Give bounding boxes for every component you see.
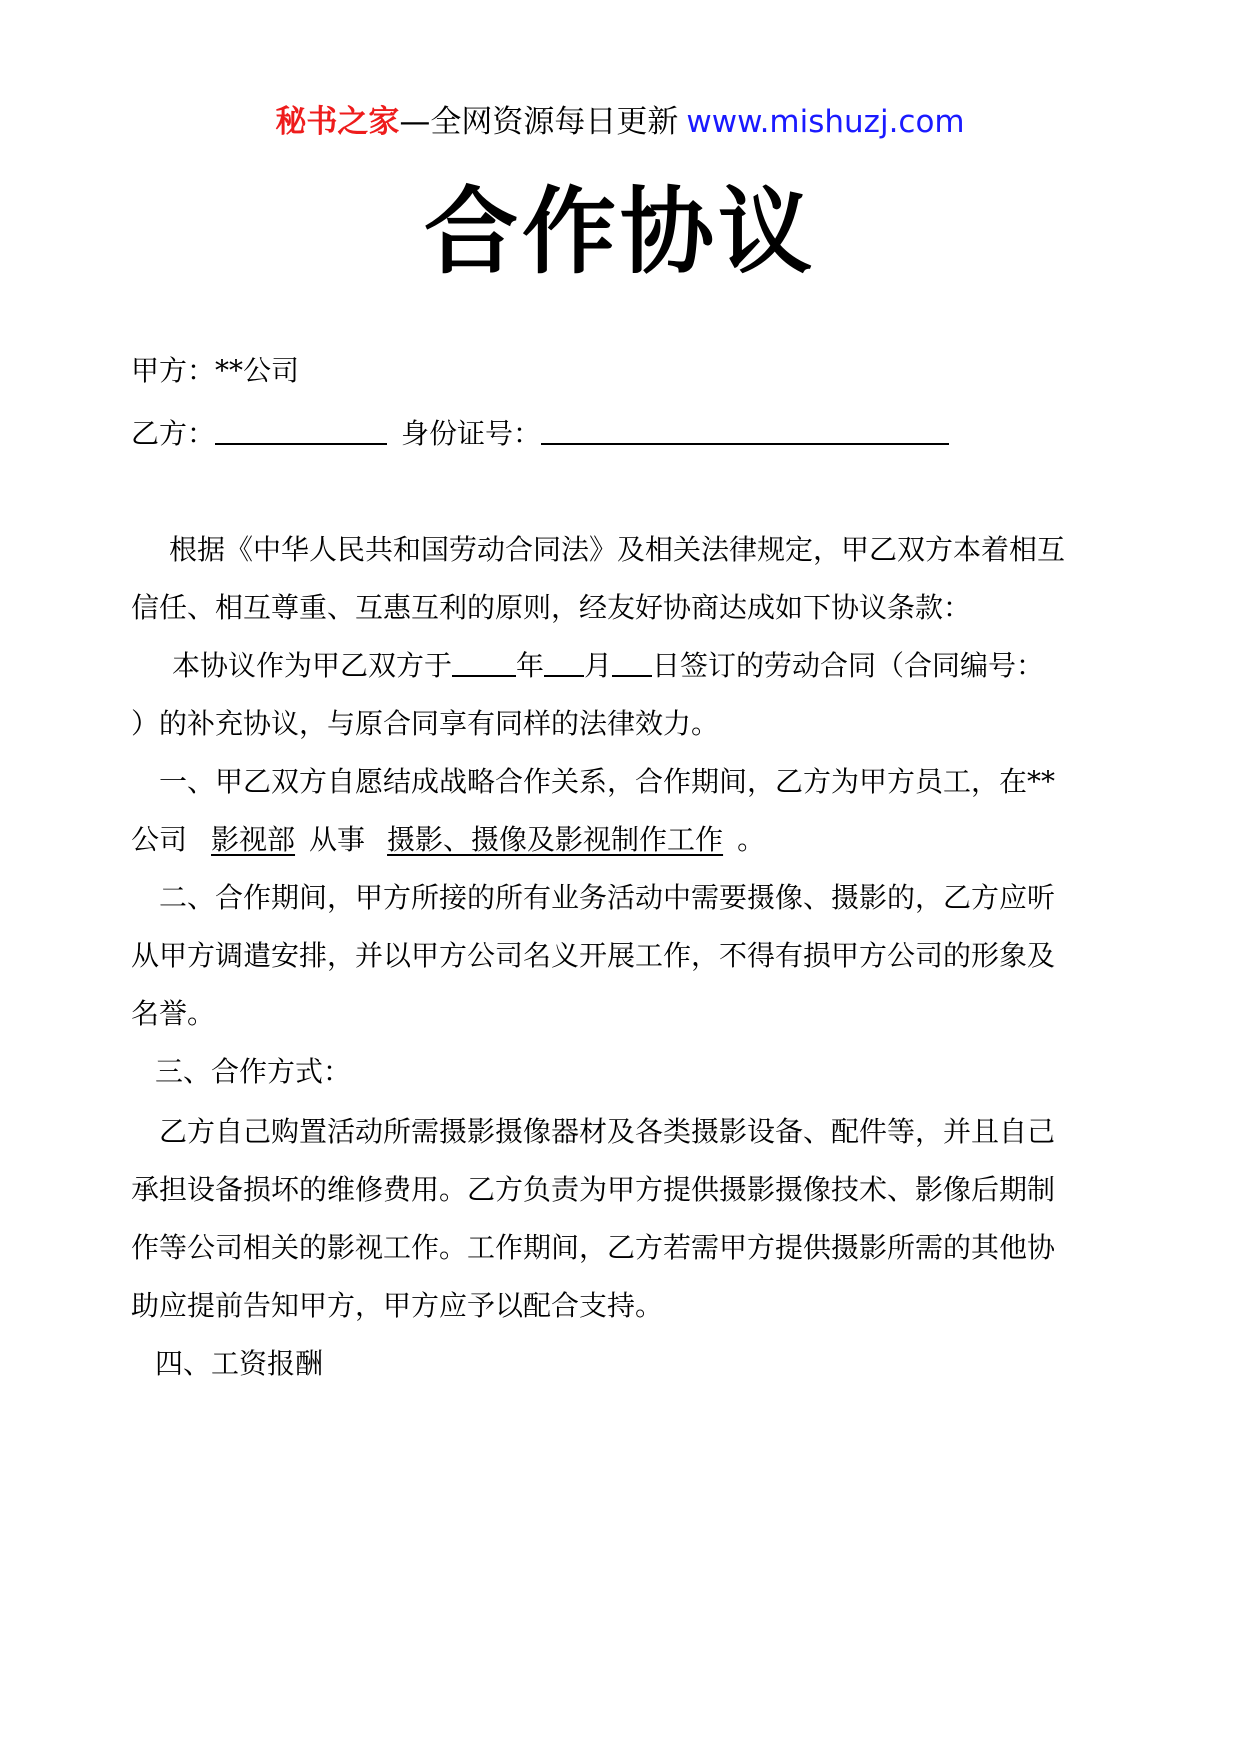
site-url-link[interactable]: www.mishuzj.com: [686, 104, 965, 140]
site-slogan: —全网资源每日更新: [399, 104, 679, 140]
party-b-line: [131, 414, 1121, 454]
supplement-prefix: 本协议作为甲乙双方于: [172, 649, 453, 682]
clause-3-line-2: 承担设备损坏的维修费用。乙方负责为甲方提供摄影摄像技术、影像后期制: [131, 1173, 1056, 1206]
clause-2-line-2: 从甲方调遣安排，并以甲方公司名义开展工作，不得有损甲方公司的形象及: [131, 939, 1056, 972]
clause-2-line-3: 名誉。: [131, 997, 216, 1030]
site-header: [0, 100, 1240, 144]
party-a-label: 甲方：: [131, 354, 216, 387]
supplement-line-2: ）的补充协议，与原合同享有同样的法律效力。: [131, 707, 720, 740]
intro-line-2: 信任、相互尊重、互惠互利的原则，经友好协商达成如下协议条款：: [131, 591, 972, 624]
id-number-blank[interactable]: [541, 415, 949, 445]
clause-3-line-4: 助应提前告知甲方，甲方应予以配合支持。: [131, 1289, 664, 1322]
brand-name: 秘书之家: [275, 104, 400, 140]
document-title: 合作协议: [423, 178, 816, 287]
day-blank[interactable]: [612, 647, 652, 677]
year-blank[interactable]: [452, 647, 516, 677]
clause-3-line-1: 乙方自己购置活动所需摄影摄像器材及各类摄影设备、配件等，并且自己: [159, 1115, 1056, 1148]
work-scope-value: 摄影、摄像及影视制作工作: [387, 823, 724, 856]
clause-3-heading: 三、合作方式：: [155, 1055, 352, 1088]
year-label: 年: [516, 649, 545, 682]
party-b-label: 乙方：: [131, 417, 216, 450]
month-label: 月: [584, 649, 613, 682]
clause-1-company: 公司: [131, 823, 188, 856]
clause-3-line-3: 作等公司相关的影视工作。工作期间，乙方若需甲方提供摄影所需的其他协: [131, 1231, 1056, 1264]
party-a-value: **公司: [215, 354, 300, 387]
intro-line-1: 根据《中华人民共和国劳动合同法》及相关法律规定，甲乙双方本着相互: [169, 533, 1066, 566]
id-number-label: 身份证号：: [401, 417, 542, 450]
clause-2-line-1: 二、合作期间，甲方所接的所有业务活动中需要摄像、摄影的，乙方应听: [159, 881, 1056, 914]
party-b-name-blank[interactable]: [215, 415, 387, 445]
supplement-line-1: [172, 646, 1162, 686]
clause-1-engage: 从事: [309, 823, 366, 856]
clause-1-line-1: 一、甲乙双方自愿结成战略合作关系，合作期间，乙方为甲方员工，在**: [159, 765, 1056, 798]
work-scope-field[interactable]: [365, 823, 737, 856]
party-a-line: [131, 351, 1121, 391]
department-field[interactable]: [187, 823, 309, 856]
department-value: 影视部: [211, 823, 296, 856]
clause-4-heading: 四、工资报酬: [155, 1347, 324, 1380]
month-blank[interactable]: [544, 647, 584, 677]
clause-1-line-2: [131, 820, 1121, 860]
clause-1-end: 。: [737, 823, 766, 856]
day-label: 日签订的劳动合同（合同编号：: [652, 649, 1045, 682]
